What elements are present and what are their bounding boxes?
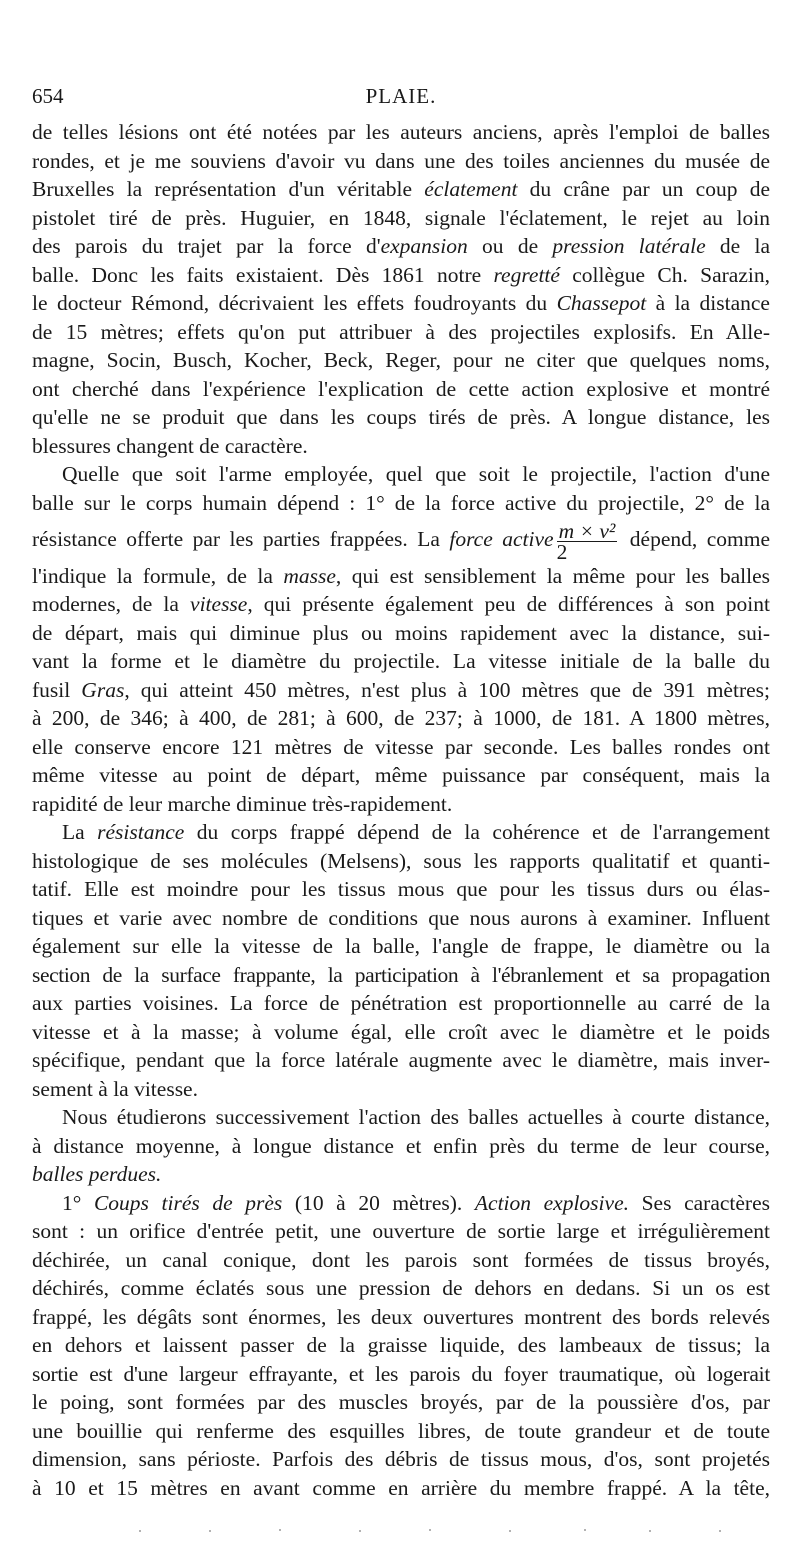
text-line: Nous étudierons successivement l'action des balles actuelles à courte distance, (62, 1105, 770, 1130)
text-line: spécifique, pendant que la force latérale augmente avec le diamètre, mais inver- (32, 1048, 770, 1073)
italic-term: pression latérale (552, 234, 706, 258)
text-line: rapidité de leur marche diminue très-rapidement. (32, 791, 453, 816)
italic-term: expansion (380, 234, 468, 258)
text-line: elle conserve encore 121 mètres de vitesse par seconde. Les balles rondes ont (32, 734, 770, 759)
body-text (32, 118, 770, 1502)
text-line: rondes, et je me souviens d'avoir vu dans une des toiles anciennes du musée de (32, 148, 770, 173)
text-line: le poing, sont formées par des muscles broyés, par de la poussière d'os, par (32, 1390, 770, 1415)
text-line: déchirée, un canal conique, dont les parois sont formées de tissus broyés, (32, 1247, 770, 1272)
page-number: 654 (32, 84, 64, 108)
text-line: de telles lésions ont été notées par les auteurs anciens, après l'emploi de balles (32, 120, 770, 144)
italic-term: regretté (493, 262, 560, 287)
paragraph-4 (32, 1103, 770, 1189)
formula-numerator: m × v² (558, 518, 616, 543)
italic-term: Chassepot (556, 291, 647, 315)
text-line: ont cherché dans l'expérience l'explication de cette action explosive et montré (32, 376, 770, 401)
print-bleed-specks (130, 1528, 730, 1534)
text-line: tatif. Elle est moindre pour les tissus mous que pour les tissus durs ou élas- (32, 877, 770, 902)
paragraph-3 (32, 818, 770, 1103)
text-line: blessures changent de caractère. (32, 433, 308, 458)
text-line: également sur elle la vitesse de la balle, l'angle de frappe, le diamètre ou la (32, 934, 770, 959)
text-line: modernes, de la vitesse, qui présente également peu de différences à son point (32, 592, 770, 617)
text-line: sortie est d'une largeur effrayante, et les parois du foyer traumatique, où logerait (32, 1361, 770, 1386)
text-line: à 10 et 15 mètres en avant comme en arrière du membre frappé. A la tête, (32, 1475, 770, 1500)
text-line: vitesse et à la masse; à volume égal, elle croît avec le diamètre et le poids (32, 1019, 770, 1044)
italic-term: vitesse (190, 592, 248, 617)
text-line: déchirés, comme éclatés sous une pression de dehors en dedans. Si un os est (32, 1276, 770, 1301)
text-line: dimension, sans périoste. Parfois des débris de tissus mous, d'os, sont projetés (32, 1447, 770, 1472)
text-line: section de la surface frappante, la participation à l'ébranlement et sa propagation (32, 962, 770, 987)
italic-term: Action explosive. (474, 1190, 629, 1215)
text-line: balle. Donc les faits existaient. Dès 1861 notre regretté collègue Ch. Sarazin, (32, 262, 770, 287)
formula-fraction (556, 518, 618, 564)
running-title: PLAIE. (365, 84, 437, 108)
text-line: en dehors et laissent passer de la graisse liquide, des lambeaux de tissus; la (32, 1333, 770, 1358)
italic-term: éclatement (424, 177, 518, 201)
text-line: histologique de ses molécules (Melsens), sous les rapports qualitatif et quanti- (32, 848, 770, 873)
paragraph-2 (32, 460, 770, 818)
italic-term: balles perdues. (32, 1162, 162, 1187)
text-line: magne, Socin, Busch, Kocher, Beck, Reger, pour ne citer que quelques noms, (32, 348, 770, 372)
text-line: fusil Gras, qui atteint 450 mètres, n'est plus à 100 mètres que de 391 mètres; (32, 677, 770, 702)
italic-term: Coups tirés de près (93, 1190, 283, 1215)
text-line: même vitesse au point de départ, même puissance par conséquent, mais la (32, 763, 770, 788)
text-line: pistolet tiré de près. Huguier, en 1848, signale l'éclatement, le rejet au loin (32, 205, 770, 230)
text-line: La résistance du corps frappé dépend de la cohérence et de l'arrangement (62, 820, 770, 845)
italic-term: force active (449, 527, 554, 551)
paragraph-1 (32, 118, 770, 460)
text-line: Bruxelles la représentation d'un véritable éclatement du crâne par un coup de (32, 177, 771, 201)
text-line: à distance moyenne, à longue distance et enfin près du terme de leur course, (32, 1133, 770, 1158)
text-line: aux parties voisines. La force de pénétration est proportionnelle au carré de la (32, 991, 770, 1016)
italic-term: résistance (97, 820, 185, 845)
text-line: balle sur le corps humain dépend : 1° de la force active du projectile, 2° de la (32, 490, 770, 515)
formula-denominator: 2 (556, 539, 568, 564)
text-line: à 200, de 346; à 400, de 281; à 600, de 237; à 1000, de 181. A 1800 mètres, (32, 706, 770, 731)
text-line: de 15 mètres; effets qu'on put attribuer à des projectiles explosifs. En Alle- (32, 319, 770, 344)
paragraph-5 (32, 1189, 770, 1503)
text-line: tiques et varie avec nombre de conditions que nous aurons à examiner. Influent (32, 905, 770, 930)
text-line: frappé, les dégâts sont énormes, les deux ouvertures montrent des bords relevés (32, 1304, 770, 1329)
text-line: sont : un orifice d'entrée petit, une ouverture de sortie large et irrégulièrement (32, 1219, 770, 1244)
text-line: 1° Coups tirés de près (10 à 20 mètres). Action explosive. Ses caractères (62, 1190, 770, 1215)
text-line: de départ, mais qui diminue plus ou moins rapidement avec la distance, sui- (32, 620, 770, 645)
text-line: qu'elle ne se produit que dans les coups tirés de près. A longue distance, les (32, 405, 770, 429)
text-line: des parois du trajet par la force d'expansion ou de pression latérale de la (32, 234, 771, 258)
text-line: une bouillie qui renferme des esquilles libres, de toute grandeur et de toute (32, 1418, 770, 1443)
italic-term: masse (283, 563, 336, 588)
italic-term: Gras (81, 677, 125, 702)
text-line: résistance offerte par les parties frappées. La force active $\frac{\text{m × v²}}{2}$ dépend, comme (32, 518, 771, 564)
text-line: vant la forme et le diamètre du projectile. La vitesse initiale de la balle du (32, 649, 770, 674)
text-line: le docteur Rémond, décrivaient les effets foudroyants du Chassepot à la distance (32, 291, 770, 315)
text-line: l'indique la formule, de la masse, qui est sensiblement la même pour les balles (32, 563, 770, 588)
running-header (32, 84, 770, 112)
text-line: Quelle que soit l'arme employée, quel que soit le projectile, l'action d'une (62, 462, 770, 486)
text-line: sement à la vitesse. (32, 1076, 198, 1101)
text-line (32, 1160, 770, 1189)
